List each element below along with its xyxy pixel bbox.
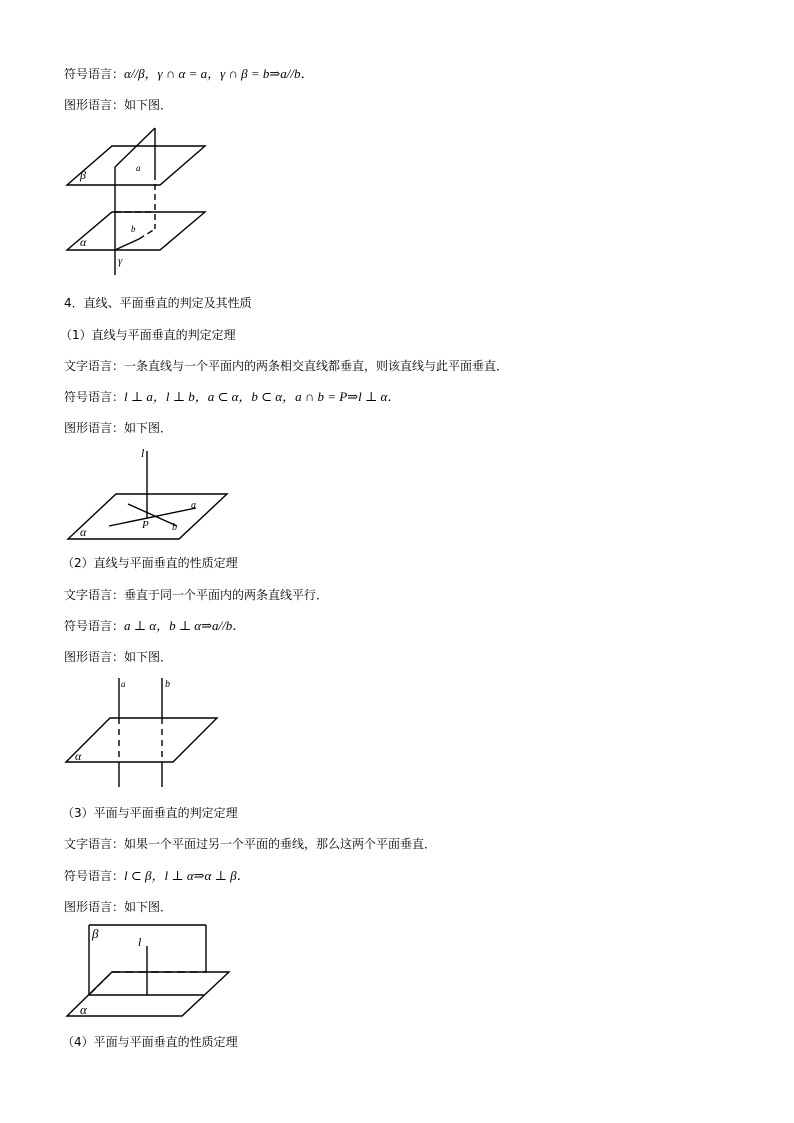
label-l: l [141,446,145,460]
sub3-graphic-line: 图形语言：如下图． [64,900,173,914]
symbol-language-label: 符号语言： [64,390,125,404]
label-l: l [138,935,142,949]
symbol-expression: l ⊂ β，l ⊥ α⇒α ⊥ β． [124,868,250,883]
sub1-text: 文字语言：一条直线与一个平面内的两条相交直线都垂直，则该直线与此平面垂直． [64,359,509,373]
label-a: a [191,500,196,511]
graphic-language-line: 图形语言：如下图． [64,98,173,112]
sub2-graphic-line: 图形语言：如下图． [64,650,173,664]
symbol-language-label: 符号语言： [64,619,125,633]
sub1-symbol-line [64,389,400,405]
label-alpha: α [75,749,82,763]
symbol-language-label: 符号语言： [64,67,125,81]
sub3-title: （3）平面与平面垂直的判定定理 [62,806,238,820]
sub2-text: 文字语言：垂直于同一个平面内的两条直线平行． [64,588,329,602]
label-alpha: α [80,235,87,249]
label-gamma: γ [118,255,123,267]
sub1-title: （1）直线与平面垂直的判定定理 [60,328,236,342]
label-P: P [142,519,149,531]
label-b: b [131,224,136,234]
section-4-title: 4．直线、平面垂直的判定及其性质 [64,296,252,310]
sub1-graphic-line: 图形语言：如下图． [64,421,173,435]
sub2-symbol-line [64,618,245,634]
sub4-title: （4）平面与平面垂直的性质定理 [62,1035,238,1049]
label-beta: β [92,926,99,941]
symbol-language-line [64,66,314,82]
label-a: a [121,679,126,689]
sub2-title: （2）直线与平面垂直的性质定理 [62,556,238,570]
symbol-expression: l ⊥ a，l ⊥ b，a ⊂ α，b ⊂ α，a ∩ b = P⇒l ⊥ α． [124,389,401,404]
sub3-symbol-line [64,868,250,884]
symbol-language-label: 符号语言： [64,869,125,883]
two-lines-perp-plane-figure [62,674,222,790]
sub3-text: 文字语言：如果一个平面过另一个平面的垂线，那么这两个平面垂直． [64,837,437,851]
plane-perp-plane-figure [64,922,234,1020]
label-a: a [136,163,141,173]
parallel-planes-figure [60,122,220,278]
label-b: b [172,522,177,533]
label-beta: β [80,168,86,182]
line-perp-plane-figure [64,446,234,546]
symbol-expression: a ⊥ α，b ⊥ α⇒a//b． [124,618,246,633]
label-b: b [165,679,170,690]
label-alpha: α [80,525,87,539]
symbol-expression: α//β，γ ∩ α = a，γ ∩ β = b⇒a//b． [124,66,314,81]
label-alpha: α [80,1002,87,1017]
